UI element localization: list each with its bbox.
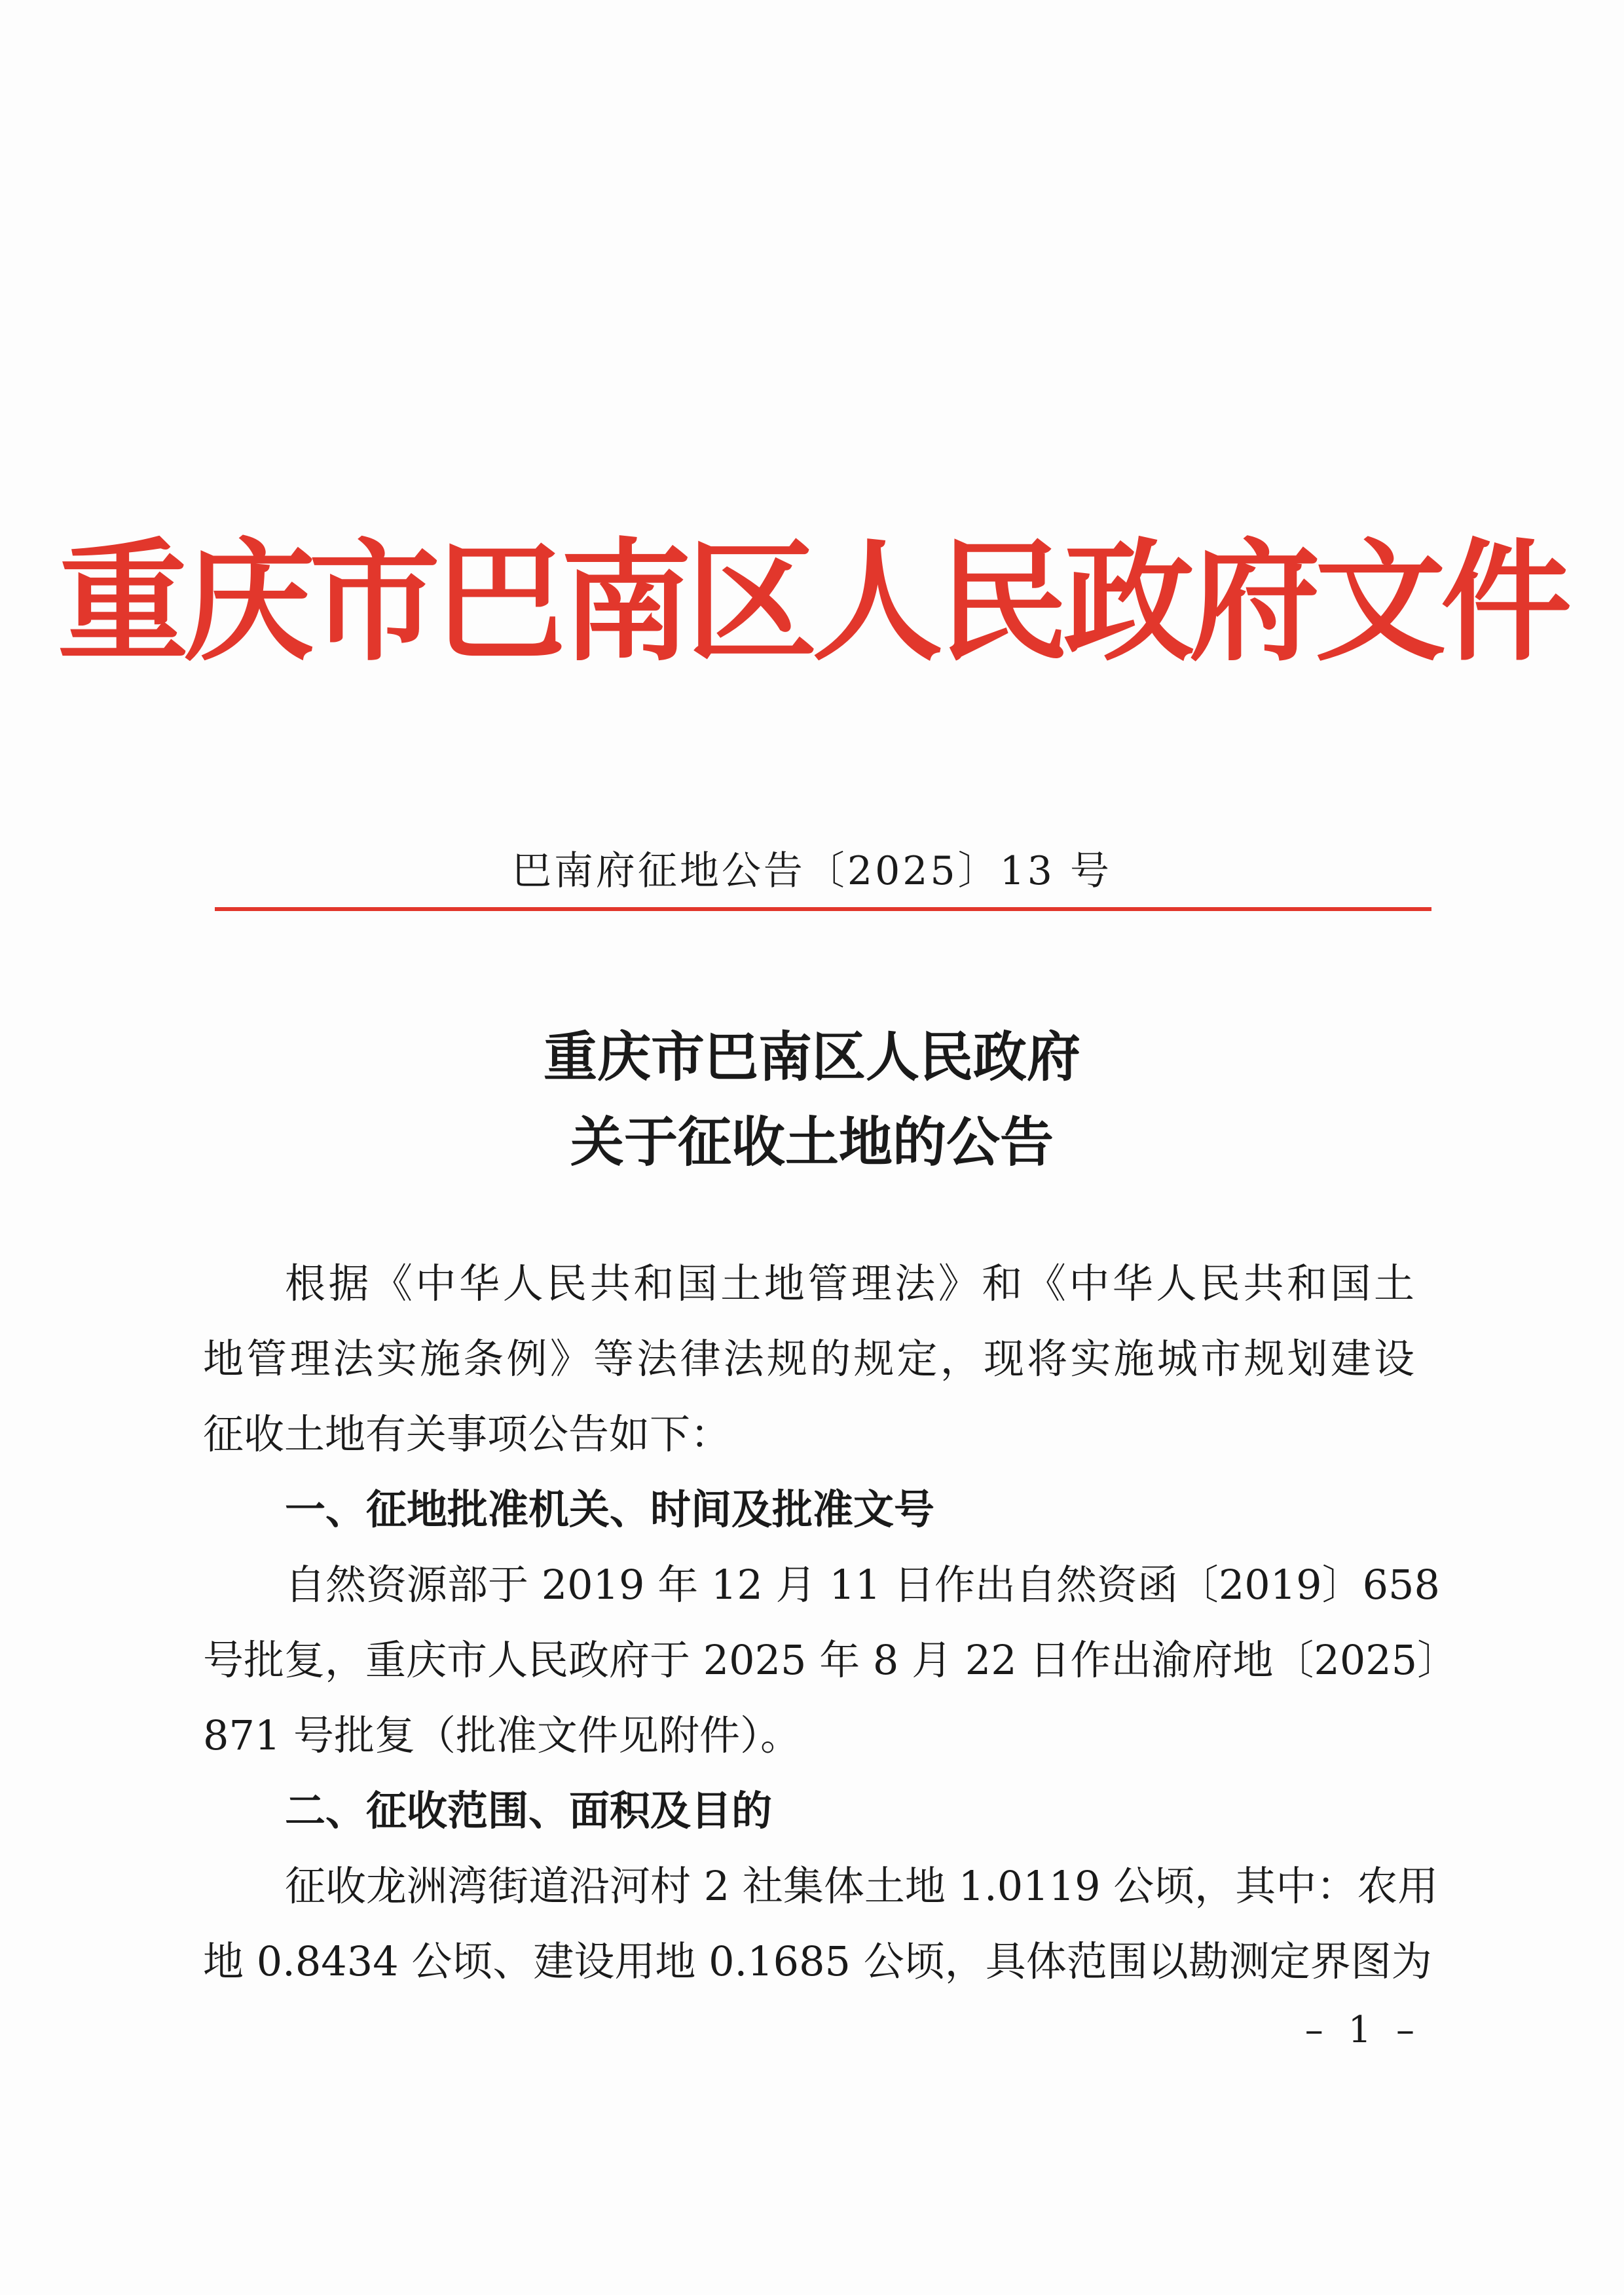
red-divider-line [215,907,1431,911]
intro-line-3: 征收土地有关事项公告如下： [203,1410,731,1458]
page-number: – 1 – [1304,2009,1421,2051]
masthead-title: 重庆市巴南区人民政府文件 [57,525,1566,679]
section-2-heading: 二、征收范围、面积及目的 [285,1787,773,1835]
section-1-line-2: 号批复，重庆市人民政府于 2025 年 8 月 22 日作出渝府地〔2025〕 [203,1636,1458,1684]
section-1-line-3: 871 号批复（批准文件见附件）。 [203,1711,802,1759]
section-1-heading: 一、征地批准机关、时间及批准文号 [285,1485,935,1533]
section-1-line-1: 自然资源部于 2019 年 12 月 11 日作出自然资函〔2019〕658 [285,1561,1440,1609]
intro-line-2: 地管理法实施条例》等法律法规的规定，现将实施城市规划建设 [203,1335,1414,1383]
notice-title-line-1: 重庆市巴南区人民政府 [543,1026,1080,1089]
section-2-line-2: 地 0.8434 公顷、建设用地 0.1685 公顷，具体范围以勘测定界图为 [203,1937,1432,1985]
section-2-line-1: 征收龙洲湾街道沿河村 2 社集体土地 1.0119 公顷，其中：农用 [285,1862,1439,1910]
document-number: 巴南府征地公告〔2025〕13 号 [511,848,1113,894]
notice-title-line-2: 关于征收土地的公告 [570,1111,1054,1174]
intro-line-1: 根据《中华人民共和国土地管理法》和《中华人民共和国土 [285,1259,1414,1307]
